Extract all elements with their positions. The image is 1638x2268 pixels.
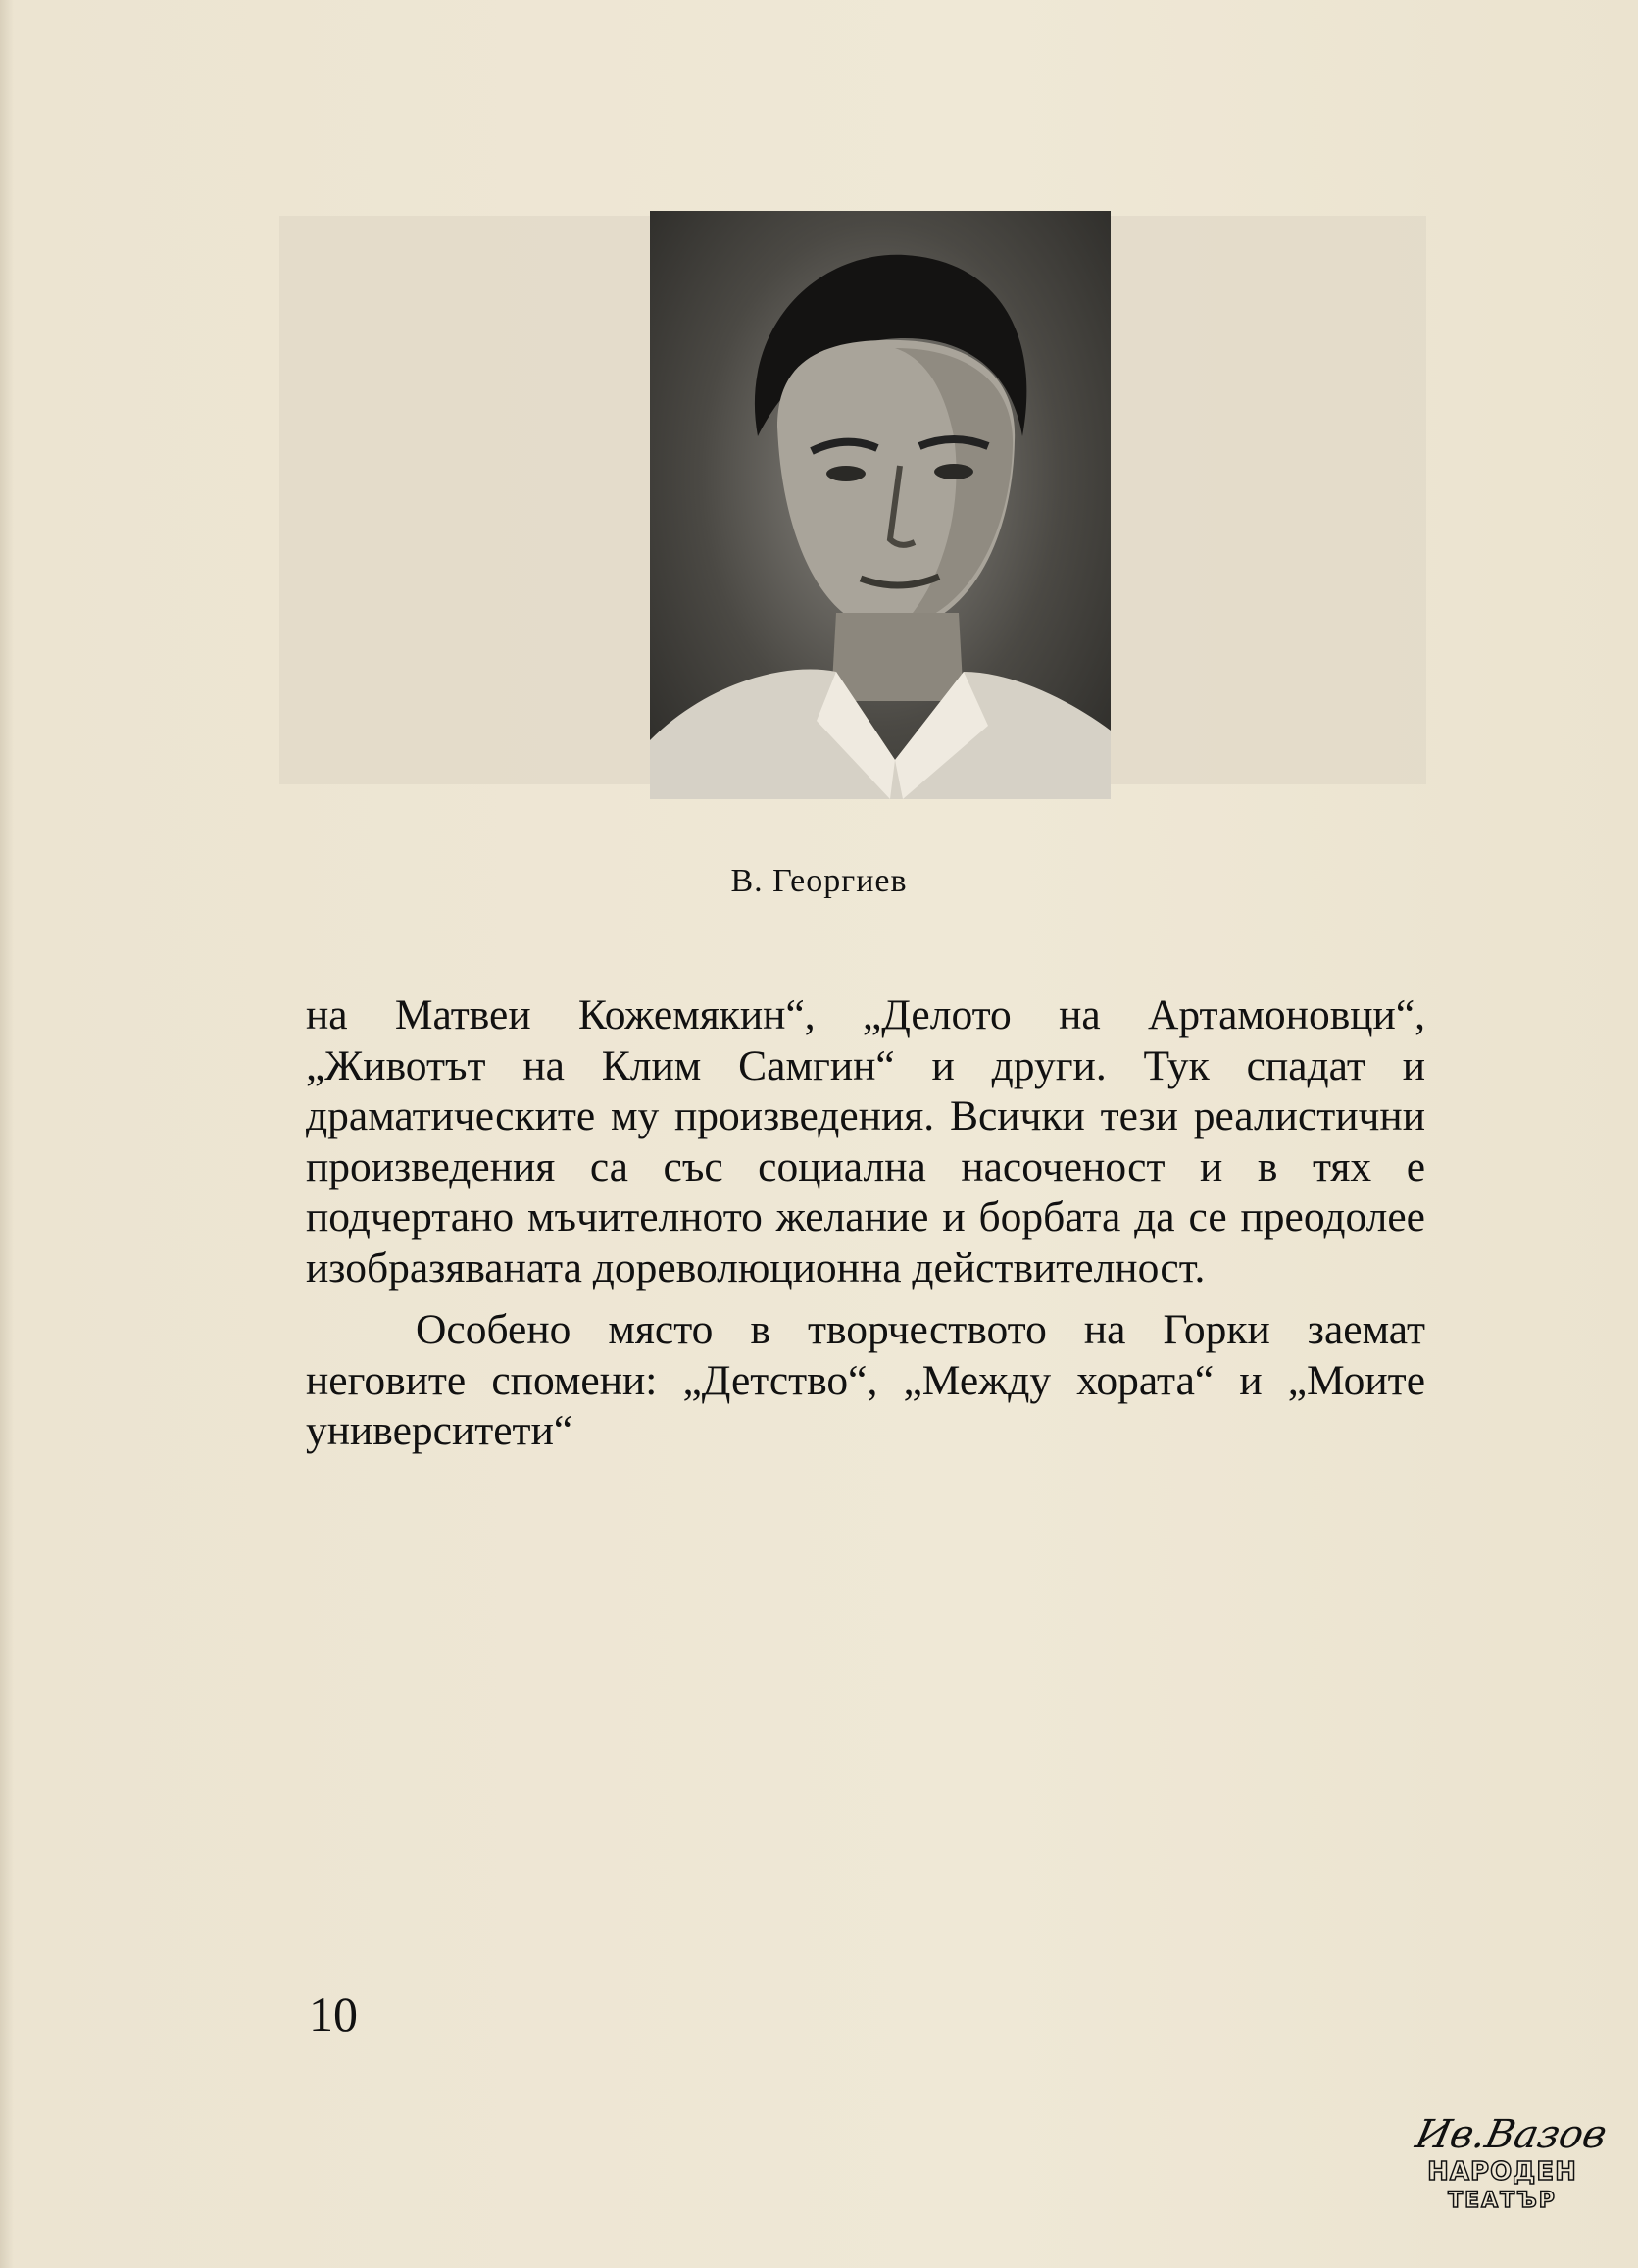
body-text [306, 990, 1425, 1457]
logo-signature: Ив.Вазов [1412, 2112, 1612, 2157]
photo-caption: В. Георгиев [730, 863, 908, 899]
portrait-photo [650, 211, 1111, 799]
theatre-logo [1412, 2112, 1612, 2241]
page-number: 10 [309, 1987, 358, 2041]
paragraph-2: Особено място в творчеството на Горки заемат неговите спомени: „Детство“, „Между хората“ и „Моите университети“ [306, 1306, 1425, 1454]
logo-line-2: ТЕАТЪР [1448, 2189, 1557, 2213]
paragraph-1: на Матвеи Кожемякин“, „Делото на Артамоновци“, „Животът на Клим Самгин“ и други. Тук спадат и драматическите му произведения. Всички тези реалистични произведения са със социална насоченост и в тях е подчертано мъчителното желание и борбата да се преодолее изобразяваната дореволюционна действителност. [306, 991, 1425, 1291]
logo-line-1: НАРОДЕН [1427, 2157, 1577, 2187]
